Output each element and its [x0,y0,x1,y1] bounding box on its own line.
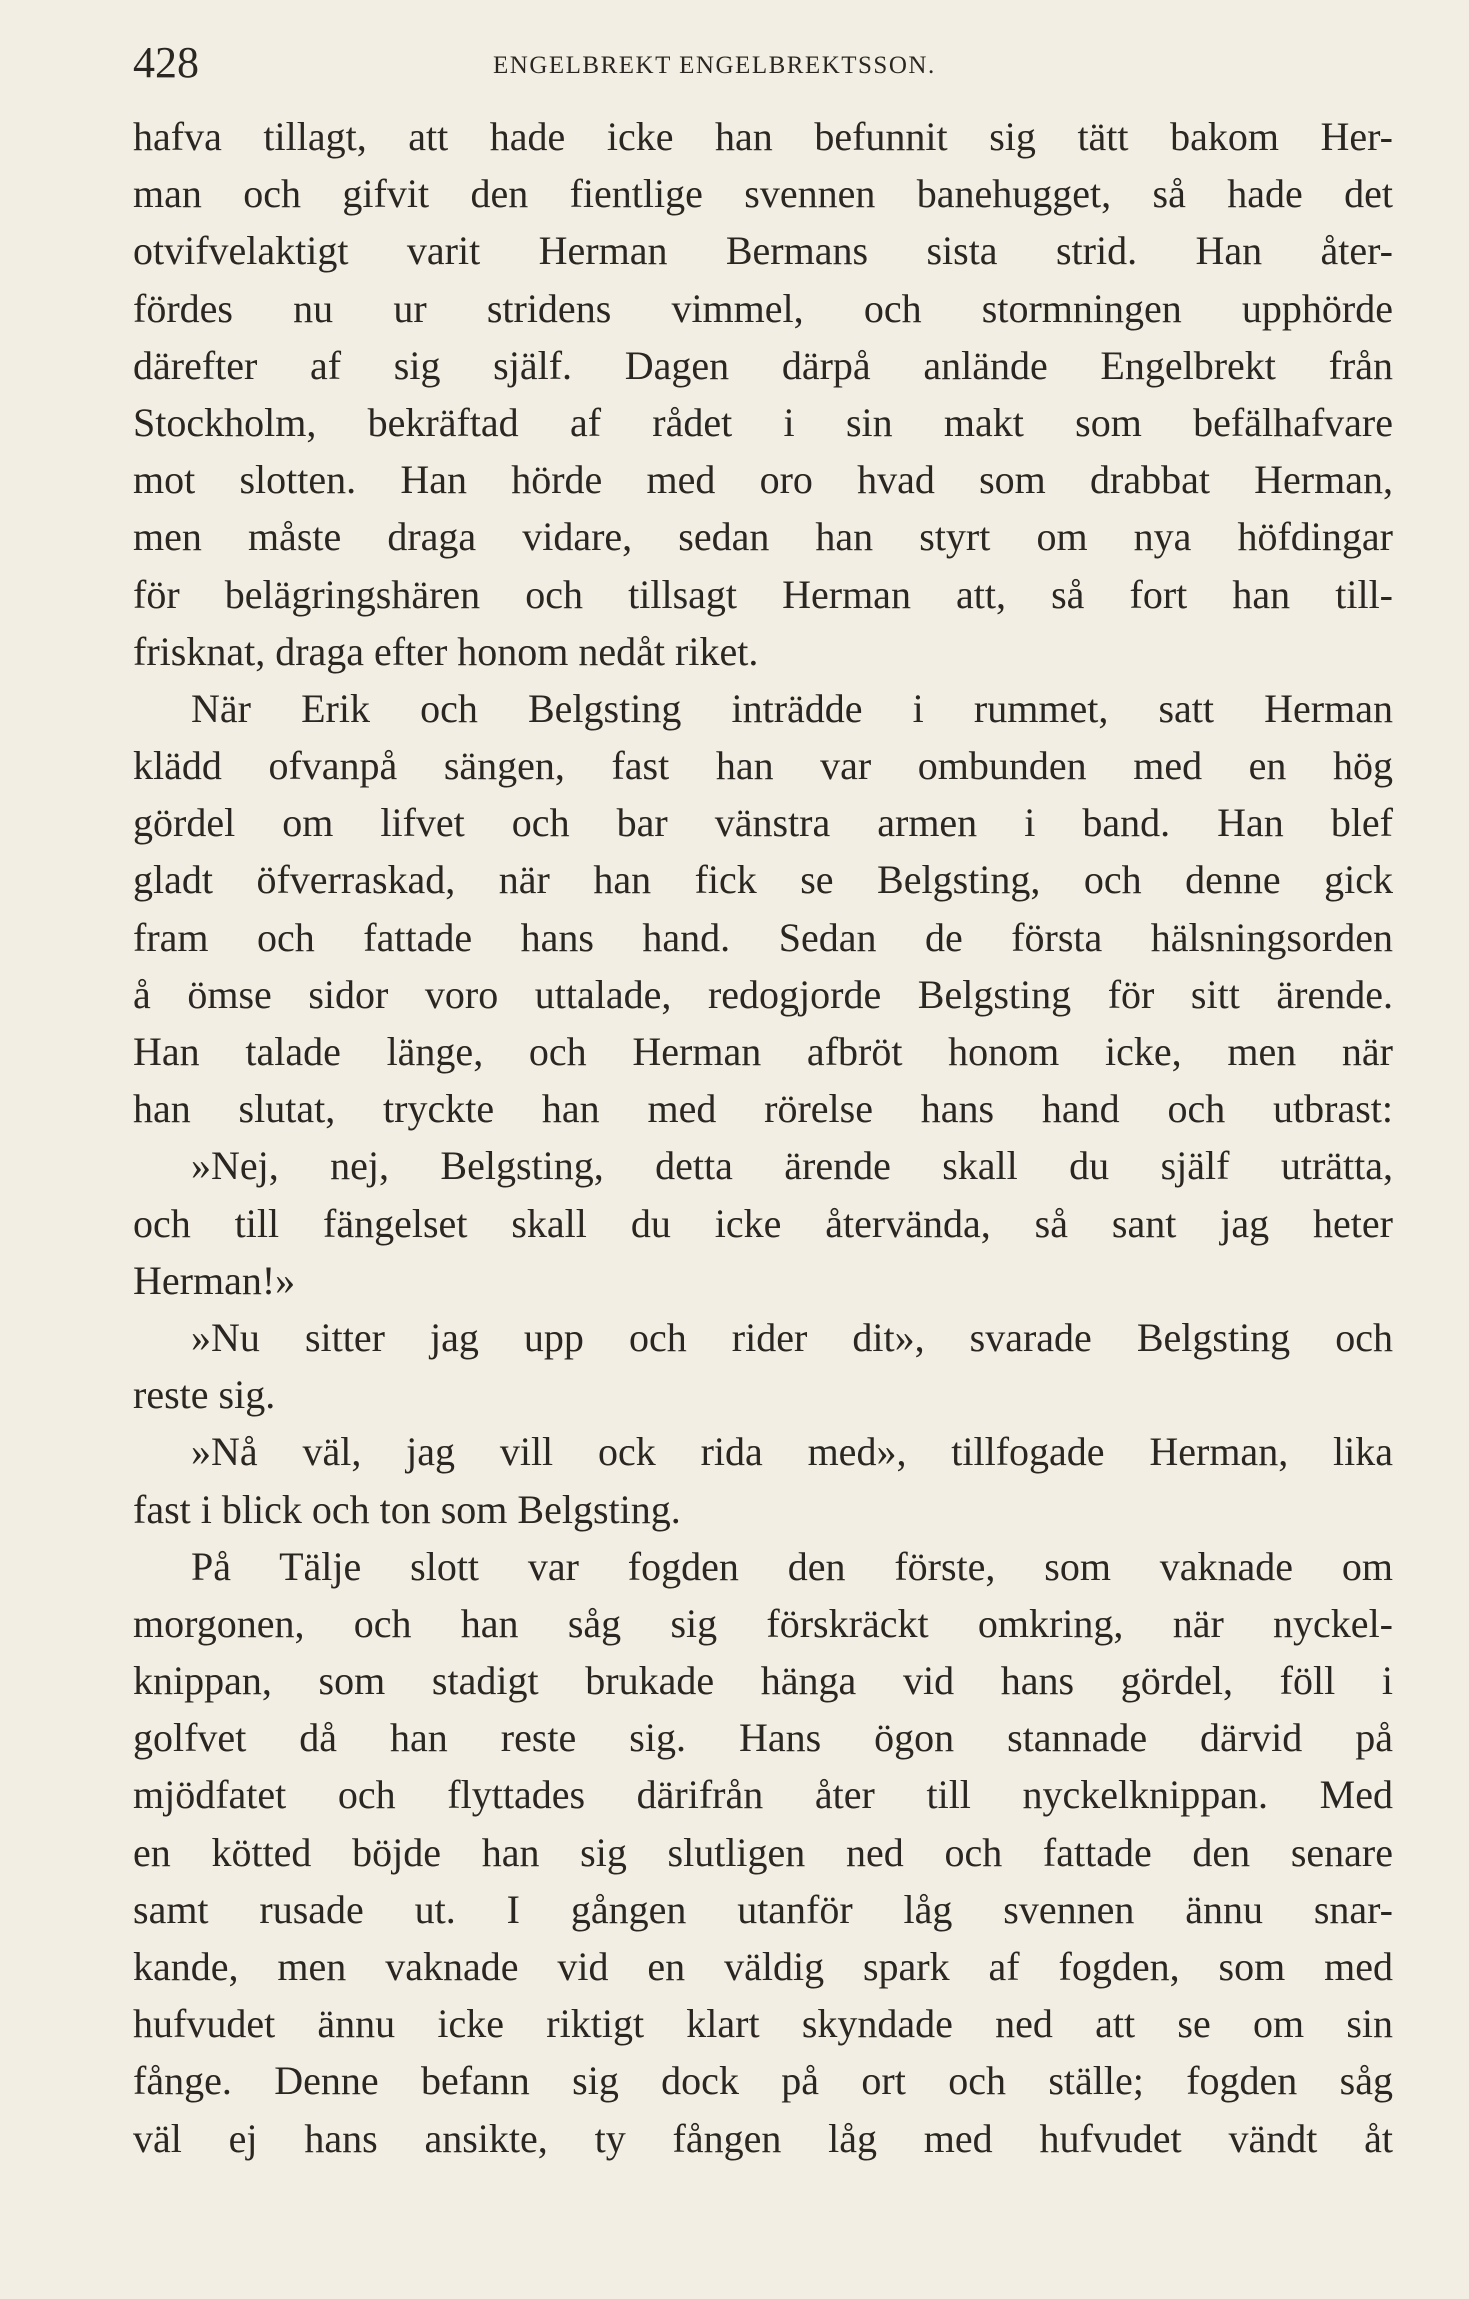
text-line: för belägringshären och tillsagt Herman att, så fort han till- [133,571,1393,617]
text-line: fördes nu ur stridens vimmel, och stormningen upphörde [133,285,1393,331]
text-line: fram och fattade hans hand. Sedan de första hälsningsorden [133,914,1393,960]
text-line: morgonen, och han såg sig förskräckt omkring, när nyckel- [133,1600,1393,1646]
text-line: mjödfatet och flyttades därifrån åter till nyckelknippan. Med [133,1772,1393,1818]
body-text [133,108,1393,2167]
text-line: På Tälje slott var fogden den förste, som vaknade om [191,1543,1393,1589]
text-line: När Erik och Belgsting inträdde i rummet, satt Herman [191,685,1393,731]
text-line: gördel om lifvet och bar vänstra armen i band. Han blef [133,800,1393,846]
text-line: å ömse sidor voro uttalade, redogjorde Belgsting för sitt ärende. [133,971,1393,1017]
text-line: hufvudet ännu icke riktigt klart skyndade ned att se om sin [133,2001,1393,2047]
text-line: en kötted böjde han sig slutligen ned och fattade den senare [133,1829,1393,1875]
text-line: knippan, som stadigt brukade hänga vid hans gördel, föll i [133,1658,1393,1704]
running-head [133,38,1393,88]
running-title: ENGELBREKT ENGELBREKTSSON. [493,52,936,79]
text-line: Stockholm, bekräftad af rådet i sin makt som befälhafvare [133,399,1393,445]
text-line: fånge. Denne befann sig dock på ort och ställe; fogden såg [133,2058,1393,2104]
text-line: mot slotten. Han hörde med oro hvad som drabbat Herman, [133,457,1393,503]
text-line: golfvet då han reste sig. Hans ögon stannade därvid på [133,1715,1393,1761]
text-line: klädd ofvanpå sängen, fast han var ombunden med en hög [133,743,1393,789]
text-line: »Nu sitter jag upp och rider dit», svarade Belgsting och [191,1314,1393,1360]
text-line: därefter af sig själf. Dagen därpå anlände Engelbrekt från [133,342,1393,388]
text-line: reste sig. [133,1372,276,1418]
text-line: fast i blick och ton som Belgsting. [133,1486,681,1532]
text-line: man och gifvit den fientlige svennen banehugget, så hade det [133,171,1393,217]
text-line: Han talade länge, och Herman afbröt honom icke, men när [133,1029,1393,1074]
text-line: han slutat, tryckte han med rörelse hans hand och utbrast: [133,1086,1393,1132]
text-line: hafva tillagt, att hade icke han befunnit sig tätt bakom Her- [133,114,1393,159]
text-line: frisknat, draga efter honom nedåt riket. [133,628,759,674]
text-line: gladt öfverraskad, när han fick se Belgsting, och denne gick [133,857,1393,903]
text-line: Herman!» [133,1257,296,1303]
text-line: »Nå väl, jag vill ock rida med», tillfogade Herman, lika [191,1429,1393,1475]
text-line: väl ej hans ansikte, ty fången låg med hufvudet vändt åt [133,2115,1393,2161]
page-number: 428 [133,38,199,87]
text-line: »Nej, nej, Belgsting, detta ärende skall du själf uträtta, [191,1143,1393,1189]
text-line: otvifvelaktigt varit Herman Bermans sista strid. Han åter- [133,228,1393,274]
text-line: kande, men vaknade vid en väldig spark af fogden, som med [133,1944,1393,1989]
text-line: samt rusade ut. I gången utanför låg svennen ännu snar- [133,1886,1393,1932]
text-line: och till fängelset skall du icke återvända, så sant jag heter [133,1200,1393,1246]
text-line: men måste draga vidare, sedan han styrt om nya höfdingar [133,514,1393,560]
